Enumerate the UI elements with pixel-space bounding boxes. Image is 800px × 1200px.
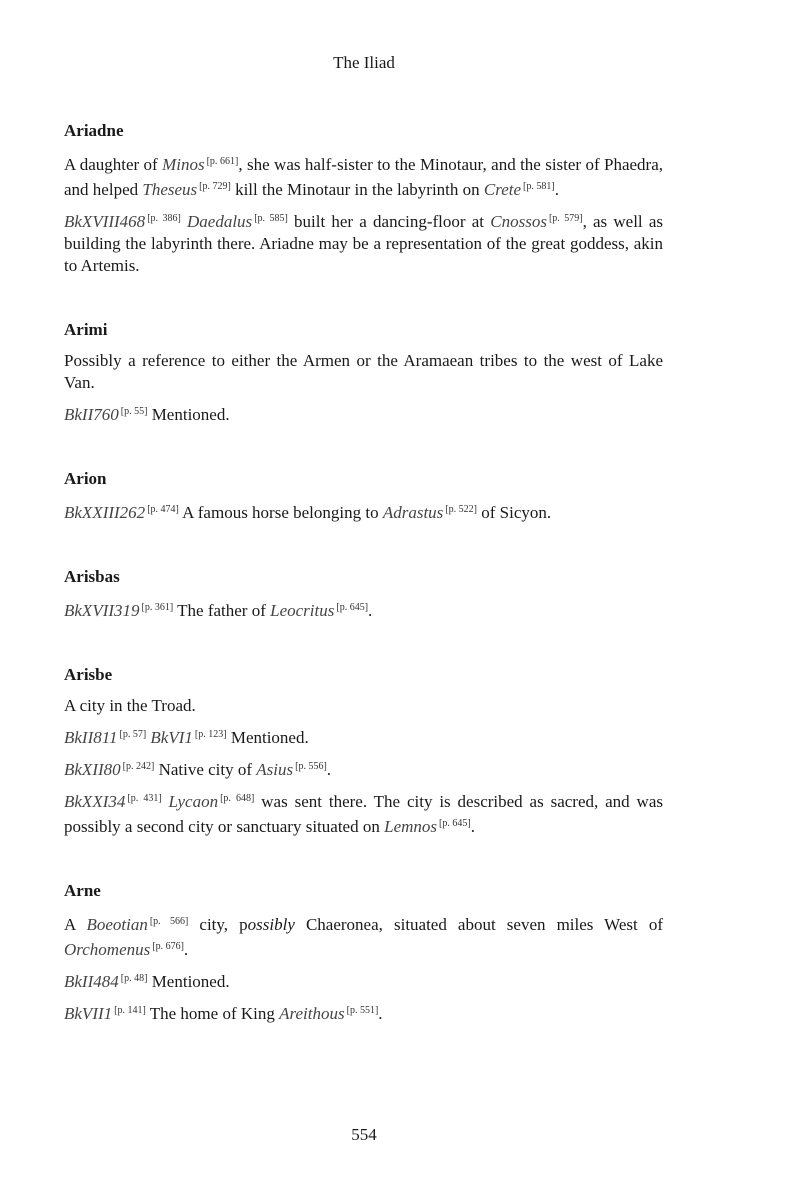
page-ref: [p. 566] (149, 916, 189, 927)
text: city, p (188, 915, 248, 934)
entry-paragraph (64, 401, 663, 426)
ref-link-theseus[interactable]: Theseus (142, 180, 198, 199)
text: Mentioned. (147, 405, 230, 424)
entry-title: Arne (64, 881, 101, 900)
ref-link-book[interactable]: BkVII1 (64, 1004, 113, 1023)
ref-link-orchomenus[interactable]: Orchomenus (64, 940, 151, 959)
entry-title: Arisbe (64, 665, 113, 684)
page-ref: [p. 585] (254, 213, 288, 224)
text: was sent there. The city is described as sacred, and was possibly a second city or sanctuary situated on (64, 792, 663, 836)
ref-link-book[interactable]: BkXXI34 (64, 792, 126, 811)
page-ref: [p. 676] (152, 941, 184, 952)
page-ref: [p. 522] (445, 504, 477, 515)
ref-link-book[interactable]: BkXVII319 (64, 601, 140, 620)
ref-link-crete[interactable]: Crete (483, 180, 522, 199)
text: A (64, 915, 87, 934)
entry-paragraph (64, 788, 663, 838)
page-ref: [p. 645] (336, 602, 369, 613)
entry-paragraph (64, 724, 663, 749)
text: . (183, 940, 189, 959)
entry-paragraph (64, 911, 663, 961)
page-ref: [p. 551] (346, 1005, 379, 1016)
ref-link-book[interactable]: BkXXIII262 (64, 503, 146, 522)
entry-paragraph (64, 968, 663, 993)
text: Mentioned. (147, 972, 230, 991)
entry-paragraph (64, 597, 663, 622)
entry-paragraph (64, 499, 663, 524)
entry-paragraph (64, 350, 663, 394)
ref-link-daedalus[interactable]: Daedalus (187, 212, 253, 231)
entry-arimi (64, 319, 663, 426)
entry-arne (64, 880, 663, 1025)
entry-ariadne (64, 120, 663, 277)
text: Chaeronea, situated about seven miles West of (294, 915, 663, 934)
page-ref: [p. 474] (147, 504, 179, 515)
ref-link-lemnos[interactable]: Lemnos (384, 817, 438, 836)
ref-link-areithous[interactable]: Areithous (279, 1004, 345, 1023)
page-ref: [p. 141] (114, 1005, 146, 1016)
page-ref: [p. 386] (147, 213, 181, 224)
page-ref: [p. 661] (206, 156, 239, 167)
ref-link-book[interactable]: BkVI1 (150, 728, 193, 747)
page-ref: [p. 648] (220, 793, 255, 804)
text: A city in the Troad. (64, 696, 196, 715)
text: . (378, 1004, 383, 1023)
text (162, 792, 169, 811)
glossary-content (64, 120, 663, 1067)
page-ref: [p. 55] (120, 406, 148, 417)
entry-paragraph (64, 695, 663, 717)
ref-link-book[interactable]: BkXVIII468 (64, 212, 146, 231)
text: The father of (173, 601, 271, 620)
text: Mentioned. (226, 728, 309, 747)
ref-link-asius[interactable]: Asius (256, 760, 294, 779)
text: , she was half-sister to the Minotaur, and the sister of Phaedra, and helped (64, 155, 663, 199)
ref-link-book[interactable]: BkII760 (64, 405, 119, 424)
running-header: The Iliad (333, 53, 395, 72)
entry-paragraph (64, 151, 663, 201)
text: Native city of (154, 760, 257, 779)
entry-title: Ariadne (64, 121, 124, 140)
ref-link-book[interactable]: BkII811 (64, 728, 118, 747)
text: The home of King (145, 1004, 280, 1023)
entry-title: Arion (64, 469, 107, 488)
page-ref: [p. 556] (295, 761, 327, 772)
page-ref: [p. 581] (523, 181, 555, 192)
emphasis-text: ossibly (247, 915, 295, 934)
ref-link-cnossos[interactable]: Cnossos (490, 212, 547, 231)
entry-arisbe (64, 664, 663, 838)
ref-link-book[interactable]: BkXII80 (64, 760, 121, 779)
ref-link-leocritus[interactable]: Leocritus (270, 601, 335, 620)
text: Possibly a reference to either the Armen or the Aramaean tribes to the west of Lake Van. (64, 351, 663, 392)
text: A famous horse belonging to (178, 503, 383, 522)
page-ref: [p. 645] (439, 818, 471, 829)
page-ref: [p. 242] (122, 761, 155, 772)
text: , as well as building the labyrinth there. Ariadne may be a representation of the great goddess, akin to Artemis. (64, 212, 664, 275)
text: . (326, 760, 332, 779)
ref-link-adrastus[interactable]: Adrastus (382, 503, 444, 522)
page-ref: [p. 431] (127, 793, 162, 804)
page-ref: [p. 48] (120, 973, 148, 984)
entry-arisbas (64, 566, 663, 622)
entry-paragraph (64, 208, 663, 277)
ref-link-book[interactable]: BkII484 (64, 972, 119, 991)
ref-link-boeotian[interactable]: Boeotian (86, 915, 148, 934)
text: . (554, 180, 559, 199)
entry-title: Arimi (64, 320, 108, 339)
ref-link-lycaon[interactable]: Lycaon (168, 792, 219, 811)
page-ref: [p. 361] (141, 602, 174, 613)
page-ref: [p. 729] (199, 181, 231, 192)
page-ref: [p. 579] (548, 213, 583, 224)
text: . (368, 601, 373, 620)
text: . (470, 817, 475, 836)
text: built her a dancing-floor at (287, 212, 491, 231)
text: of Sicyon. (476, 503, 552, 522)
entry-paragraph (64, 1000, 663, 1025)
text: A daughter of (64, 155, 163, 174)
text: kill the Minotaur in the labyrinth on (230, 180, 484, 199)
entry-arion (64, 468, 663, 524)
page-ref: [p. 123] (194, 729, 227, 740)
entry-title: Arisbas (64, 567, 120, 586)
page-number: 554 (351, 1125, 377, 1144)
page-ref: [p. 57] (119, 729, 147, 740)
entry-paragraph (64, 756, 663, 781)
ref-link-minos[interactable]: Minos (162, 155, 205, 174)
